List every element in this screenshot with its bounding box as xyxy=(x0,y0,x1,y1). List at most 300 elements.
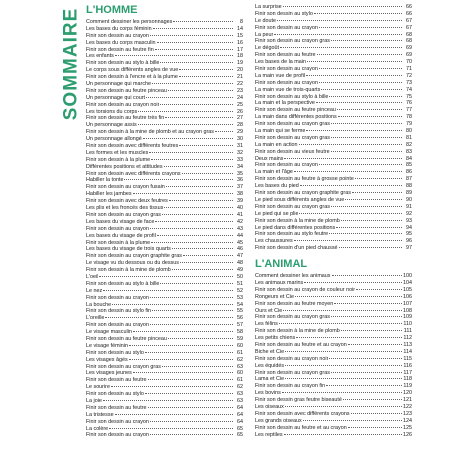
dot-leader xyxy=(103,290,233,291)
toc-entry-title: Finir son dessin avec deux feutres xyxy=(86,198,168,205)
dot-leader xyxy=(112,304,233,305)
dot-leader xyxy=(321,89,402,90)
toc-entry-title: Finir son dessin à la plume xyxy=(86,156,151,163)
toc-entry xyxy=(255,245,412,252)
toc-entry xyxy=(86,164,243,171)
toc-entry-title: Les visages jeunes xyxy=(86,370,132,377)
toc-entry-page: 14 xyxy=(237,25,243,32)
toc-entry xyxy=(86,246,243,253)
toc-entry xyxy=(86,384,243,391)
dot-leader xyxy=(150,324,233,325)
toc-entry xyxy=(255,321,412,328)
dot-leader xyxy=(326,385,402,386)
toc-entry-page: 96 xyxy=(406,238,412,245)
toc-entry xyxy=(86,308,243,315)
toc-entry-title: Finir son dessin au crayon de couleur noir xyxy=(255,286,356,293)
toc-entry-page: 23 xyxy=(237,87,243,94)
dot-leader xyxy=(133,193,233,194)
dot-leader xyxy=(133,331,233,332)
toc-entry xyxy=(255,11,412,18)
toc-entry-page: 93 xyxy=(406,217,412,224)
toc-entry-title: La main et la perspective xyxy=(255,100,315,107)
toc-entry xyxy=(86,95,243,102)
dot-leader xyxy=(148,379,233,380)
toc-entry-title: Finir son dessin au crayon noir xyxy=(255,355,329,362)
toc-entry-page: 68 xyxy=(406,31,412,38)
toc-entry-page: 85 xyxy=(406,162,412,169)
toc-entry-page: 37 xyxy=(237,184,243,191)
toc-entry xyxy=(86,274,243,281)
toc-entry-page: 112 xyxy=(403,335,412,342)
toc-entry-page: 91 xyxy=(406,203,412,210)
toc-entry-page: 22 xyxy=(237,81,243,88)
dot-leader xyxy=(157,42,233,43)
toc-entry-page: 35 xyxy=(237,170,243,177)
toc-entry-page: 83 xyxy=(406,148,412,155)
toc-entry-page: 117 xyxy=(403,369,412,376)
toc-entry-page: 47 xyxy=(237,253,243,260)
toc-entry-title: Finir son dessin avec différents feutres xyxy=(86,143,179,150)
dot-leader xyxy=(299,144,402,145)
toc-entry-page: 97 xyxy=(406,245,412,252)
toc-entry xyxy=(255,211,412,218)
toc-entry-page: 33 xyxy=(237,156,243,163)
toc-entry-title: Deux mains xyxy=(255,155,284,162)
toc-entry xyxy=(255,45,412,52)
dot-leader xyxy=(319,68,402,69)
toc-entry xyxy=(86,40,243,47)
toc-entry-page: 118 xyxy=(403,376,412,383)
toc-entry-title: Finir son dessin au crayon xyxy=(86,225,149,232)
toc-entry-page: 78 xyxy=(406,114,412,121)
dot-leader xyxy=(111,386,233,387)
toc-entry xyxy=(255,183,412,190)
dot-leader xyxy=(115,414,233,415)
dot-leader xyxy=(332,275,402,276)
toc-entry-page: 61 xyxy=(237,377,243,384)
dot-leader xyxy=(338,116,402,117)
toc-entry-page: 80 xyxy=(406,128,412,135)
toc-entry-page: 43 xyxy=(237,225,243,232)
toc-entry-page: 15 xyxy=(237,32,243,39)
toc-entry xyxy=(86,233,243,240)
dot-leader xyxy=(336,227,402,228)
toc-entry-title: Finir son dessin au stylo fin xyxy=(86,308,152,315)
dot-leader xyxy=(285,378,402,379)
dot-leader xyxy=(329,96,402,97)
dot-leader xyxy=(180,262,233,263)
dot-leader xyxy=(160,104,233,105)
toc-entry-page: 119 xyxy=(403,383,412,390)
dot-leader xyxy=(124,179,233,180)
toc-entry xyxy=(86,184,243,191)
toc-entry-title: La main vue de trois-quarts xyxy=(255,86,321,93)
dot-leader xyxy=(152,83,233,84)
toc-entry-page: 42 xyxy=(237,218,243,225)
dot-leader xyxy=(295,296,402,297)
dot-leader xyxy=(279,323,402,324)
toc-entry-title: Les bases du visage de face xyxy=(86,218,155,225)
toc-entry-page: 38 xyxy=(237,191,243,198)
toc-entry-title: Les oiseaux xyxy=(255,403,284,410)
section-title-animal: L'ANIMAL xyxy=(255,258,308,271)
dot-leader xyxy=(277,20,402,21)
toc-entry-title: La main et l'âge xyxy=(255,169,293,176)
toc-entry xyxy=(86,295,243,302)
toc-entry-page: 69 xyxy=(406,45,412,52)
toc-entry-page: 50 xyxy=(237,273,243,280)
toc-entry-title: Finir son dessin à la mine de plomb xyxy=(86,267,171,274)
toc-entry xyxy=(86,67,243,74)
toc-entry-title: Finir son dessin au stylo xyxy=(86,391,144,398)
toc-entry-title: Les bases du pied xyxy=(255,183,299,190)
toc-entry-title: Les félins xyxy=(255,321,278,328)
toc-entry xyxy=(86,240,243,247)
toc-entry-page: 32 xyxy=(237,149,243,156)
toc-entry-page: 89 xyxy=(406,190,412,197)
dot-leader xyxy=(160,283,233,284)
toc-entry xyxy=(86,343,243,350)
toc-entry-title: Finir son dessin au crayon graphite gras xyxy=(86,253,182,260)
toc-entry xyxy=(86,322,243,329)
toc-entry xyxy=(255,280,412,287)
toc-entry xyxy=(255,342,412,349)
dot-leader xyxy=(179,69,233,70)
dot-leader xyxy=(331,316,402,317)
toc-entry xyxy=(86,122,243,129)
dot-leader xyxy=(145,393,233,394)
toc-entry-page: 125 xyxy=(403,424,412,431)
dot-leader xyxy=(331,372,402,373)
dot-leader xyxy=(319,164,402,165)
toc-entry xyxy=(255,142,412,149)
toc-entry-title: Finir son dessin au feutre pinceau xyxy=(86,87,167,94)
toc-entry-page: 45 xyxy=(237,239,243,246)
toc-entry xyxy=(86,191,243,198)
toc-entry-page: 49 xyxy=(237,267,243,274)
toc-entry-title: Finir son dessin au stylo feutre xyxy=(255,231,329,238)
toc-entry-page: 61 xyxy=(237,349,243,356)
toc-entry-title: Finir son dessin au feutre pinceau xyxy=(86,335,167,342)
toc-entry-title: Le pied sous différents angles de vue xyxy=(255,196,345,203)
toc-entry xyxy=(86,377,243,384)
toc-entry xyxy=(86,426,243,433)
toc-entry xyxy=(255,32,412,39)
toc-entry xyxy=(255,356,412,363)
toc-entry xyxy=(86,177,243,184)
toc-entry-page: 31 xyxy=(237,143,243,150)
toc-entry xyxy=(255,176,412,183)
dot-leader xyxy=(164,166,233,167)
toc-entry-page: 124 xyxy=(403,417,412,424)
toc-entry-page: 109 xyxy=(403,314,412,321)
toc-entry-page: 40 xyxy=(237,205,243,212)
dot-leader xyxy=(109,428,233,429)
dot-leader xyxy=(99,276,233,277)
toc-entry xyxy=(255,301,412,308)
toc-entry-page: 120 xyxy=(403,390,412,397)
dot-leader xyxy=(345,199,402,200)
toc-entry-title: Finir son dessin au feutre et au crayon xyxy=(255,341,347,348)
toc-entry xyxy=(86,88,243,95)
toc-entry-title: Finir son dessin d'un pied chaussé xyxy=(255,245,338,252)
toc-entry-page: 86 xyxy=(406,169,412,176)
dot-leader xyxy=(155,49,233,50)
dot-leader xyxy=(316,102,402,103)
dot-leader xyxy=(294,171,402,172)
toc-entry-title: Finir son dessin au feutre xyxy=(255,52,316,59)
toc-entry xyxy=(255,18,412,25)
dot-leader xyxy=(149,152,233,153)
toc-entry-page: 48 xyxy=(237,260,243,267)
toc-entry-title: Finir son dessin au feutre fin xyxy=(86,46,154,53)
dot-leader xyxy=(162,214,233,215)
toc-entry xyxy=(86,171,243,178)
toc-entry-page: 39 xyxy=(237,198,243,205)
dot-leader xyxy=(182,173,233,174)
dot-leader xyxy=(296,337,402,338)
toc-entry-title: Finir son dessin à la mine de plomb xyxy=(255,217,340,224)
toc-entry-page: 16 xyxy=(237,39,243,46)
toc-entry-page: 53 xyxy=(237,294,243,301)
dot-leader xyxy=(150,421,233,422)
toc-entry-page: 66 xyxy=(406,10,412,17)
dot-leader xyxy=(168,90,233,91)
right-column xyxy=(255,4,412,438)
toc-entry-page: 126 xyxy=(403,431,412,438)
toc-entry-title: La main en action xyxy=(255,141,298,148)
toc-entry-title: L'oreille xyxy=(86,315,105,322)
toc-entry-page: 60 xyxy=(237,370,243,377)
dot-leader xyxy=(172,269,233,270)
toc-entry xyxy=(86,109,243,116)
dot-leader xyxy=(179,76,233,77)
toc-entry-title: Habiller les jambes xyxy=(86,191,132,198)
toc-entry xyxy=(255,397,412,404)
toc-entry-title: Finir son dessin au stylo xyxy=(86,349,144,356)
toc-entry-page: 76 xyxy=(406,100,412,107)
toc-entry xyxy=(255,370,412,377)
toc-entry-title: Les animaux marins xyxy=(255,279,304,286)
toc-entry-title: Finir son dessin gras feutre biseauté xyxy=(255,397,342,404)
toc-entry-page: 75 xyxy=(406,93,412,100)
toc-entry xyxy=(255,38,412,45)
dot-leader xyxy=(348,427,402,428)
dot-leader xyxy=(319,27,402,28)
dot-leader xyxy=(351,413,402,414)
toc-entry-page: 104 xyxy=(403,279,412,286)
dot-leader xyxy=(153,28,233,29)
dot-leader xyxy=(341,330,402,331)
toc-entry-title: Finir son dessin à la mine de plomb xyxy=(255,328,340,335)
toc-entry-title: Finir son dessin avec différents crayons xyxy=(255,410,350,417)
dot-leader xyxy=(331,137,402,138)
toc-entry-title: Finir son dessin avec différents crayons xyxy=(86,170,181,177)
toc-entry xyxy=(255,149,412,156)
toc-entry-title: La main qui se ferme xyxy=(255,128,306,135)
toc-entry-page: 55 xyxy=(237,308,243,315)
toc-entry-page: 90 xyxy=(406,196,412,203)
toc-entry-title: Les bases du corps féminin xyxy=(86,25,152,32)
toc-entry xyxy=(255,73,412,80)
toc-entry-title: Le doute xyxy=(255,17,276,24)
toc-entry-page: 74 xyxy=(406,86,412,93)
toc-entry-title: Les reptiles xyxy=(255,431,283,438)
toc-entry xyxy=(86,412,243,419)
toc-entry xyxy=(255,25,412,32)
dot-leader xyxy=(319,82,402,83)
toc-entry-page: 81 xyxy=(406,134,412,141)
dot-leader xyxy=(355,178,402,179)
toc-entry-page: 65 xyxy=(237,432,243,439)
toc-entry xyxy=(86,53,243,60)
toc-entry-title: Un personnage qui court xyxy=(86,94,146,101)
toc-entry-page: 29 xyxy=(237,129,243,136)
toc-entry xyxy=(86,150,243,157)
toc-entry xyxy=(255,169,412,176)
toc-entry-page: 63 xyxy=(237,363,243,370)
toc-entry xyxy=(255,225,412,232)
toc-entry xyxy=(255,349,412,356)
dot-leader xyxy=(352,192,402,193)
toc-entry xyxy=(255,4,412,11)
toc-entry xyxy=(86,102,243,109)
toc-entry-page: 113 xyxy=(403,341,412,348)
toc-entry-page: 17 xyxy=(237,46,243,53)
toc-entry-title: Finir son dessin au crayon xyxy=(86,32,149,39)
toc-entry-title: Finir son dessin au crayon fusain xyxy=(86,184,165,191)
toc-entry xyxy=(86,198,243,205)
toc-entry-title: La main vue de profil xyxy=(255,72,306,79)
dot-leader xyxy=(138,111,233,112)
toc-entry-page: 122 xyxy=(403,403,412,410)
toc-entry-title: Finir son dessin au feutre pinceau xyxy=(255,107,336,114)
toc-entry-title: Les plis et les froncés des tissus xyxy=(86,205,164,212)
toc-entry xyxy=(255,52,412,59)
dot-leader xyxy=(348,344,402,345)
toc-entry-page: 68 xyxy=(406,38,412,45)
toc-entry-title: Les enfants xyxy=(86,53,114,60)
toc-entry-page: 20 xyxy=(237,67,243,74)
toc-entry xyxy=(86,47,243,54)
toc-entry xyxy=(86,205,243,212)
toc-entry-page: 88 xyxy=(406,183,412,190)
dot-leader xyxy=(331,123,402,124)
dot-leader xyxy=(133,372,233,373)
toc-entry-title: Différentes positions et attitudes xyxy=(86,163,163,170)
toc-entry xyxy=(255,411,412,418)
dot-leader xyxy=(280,47,402,48)
toc-entry-title: Finir son dessin au feutre xyxy=(86,377,147,384)
toc-entry xyxy=(255,376,412,383)
toc-entry-title: La bouche xyxy=(86,301,112,308)
toc-entry xyxy=(86,253,243,260)
toc-entry-title: Finir son dessin à la plume xyxy=(86,239,151,246)
toc-entry xyxy=(86,288,243,295)
toc-entry-page: 106 xyxy=(403,293,412,300)
toc-entry xyxy=(255,100,412,107)
toc-entry-page: 28 xyxy=(237,122,243,129)
toc-entry-page: 65 xyxy=(237,425,243,432)
dot-leader xyxy=(151,159,233,160)
dot-leader xyxy=(168,338,233,339)
toc-entry-page: 41 xyxy=(237,211,243,218)
dot-leader xyxy=(329,358,402,359)
section-title-homme: L'HOMME xyxy=(86,4,138,16)
dot-leader xyxy=(157,235,233,236)
toc-entry-title: Habiller la tonte xyxy=(86,177,124,184)
toc-entry xyxy=(255,94,412,101)
toc-entry-page: 95 xyxy=(406,231,412,238)
dot-leader xyxy=(356,289,402,290)
sommaire-vertical-title xyxy=(60,4,82,124)
dot-leader xyxy=(331,40,402,41)
toc-entry-page: 59 xyxy=(237,335,243,342)
toc-entry-title: La peur xyxy=(255,31,274,38)
toc-entry xyxy=(255,121,412,128)
dot-leader xyxy=(299,213,402,214)
toc-entry xyxy=(86,336,243,343)
dot-leader xyxy=(155,221,233,222)
toc-entry-page: 64 xyxy=(237,411,243,418)
toc-entry xyxy=(86,60,243,67)
toc-entry xyxy=(255,87,412,94)
dot-leader xyxy=(283,6,402,7)
toc-entry xyxy=(86,136,243,143)
sommaire-title-text: SOMMAIRE xyxy=(60,7,81,121)
dot-leader xyxy=(285,365,402,366)
toc-entry-page: 63 xyxy=(237,391,243,398)
dot-leader xyxy=(306,75,402,76)
dot-leader xyxy=(129,345,233,346)
toc-entry-page: 116 xyxy=(403,362,412,369)
toc-entry-page: 71 xyxy=(406,66,412,73)
toc-entry-page: 8 xyxy=(240,19,243,25)
toc-entry-title: Finir son dessin au crayon fin xyxy=(255,383,326,390)
toc-entry xyxy=(255,66,412,73)
toc-entry-page: 114 xyxy=(403,348,412,355)
toc-entry-title: Finir son dessin au feutre très fin xyxy=(86,115,165,122)
toc-entry-title: Les bases du corps masculin xyxy=(86,39,156,46)
toc-entry xyxy=(255,432,412,439)
toc-entry-page: 34 xyxy=(237,163,243,170)
toc-entry xyxy=(86,364,243,371)
toc-entry-title: Le pied dans différentes positions xyxy=(255,224,336,231)
toc-entry-title: Finir son dessin au feutre et au crayon xyxy=(255,424,347,431)
toc-list-animal xyxy=(255,273,412,438)
toc-entry xyxy=(255,114,412,121)
toc-entry-title: La surprise xyxy=(255,4,282,10)
toc-entry-page: 100 xyxy=(403,273,412,280)
toc-entry-title: Un personnage allongé xyxy=(86,136,142,143)
dot-leader xyxy=(160,62,233,63)
toc-entry xyxy=(86,81,243,88)
toc-entry-page: 69 xyxy=(406,52,412,59)
toc-entry-title: Le dégoût xyxy=(255,45,279,52)
toc-entry-title: Les bases de la main xyxy=(255,59,306,66)
toc-entry-page: 107 xyxy=(403,300,412,307)
toc-entry-title: Finir son dessin au crayon xyxy=(86,432,149,439)
dot-leader xyxy=(274,34,402,35)
dot-leader xyxy=(215,131,233,132)
dot-leader xyxy=(334,303,402,304)
dot-leader xyxy=(146,97,233,98)
toc-entry-page: 92 xyxy=(406,210,412,217)
toc-entry xyxy=(86,19,243,26)
dot-leader xyxy=(173,21,233,22)
toc-entry-title: Finir son dessin au crayon xyxy=(255,24,318,31)
toc-entry-title: Le nez xyxy=(86,287,103,294)
